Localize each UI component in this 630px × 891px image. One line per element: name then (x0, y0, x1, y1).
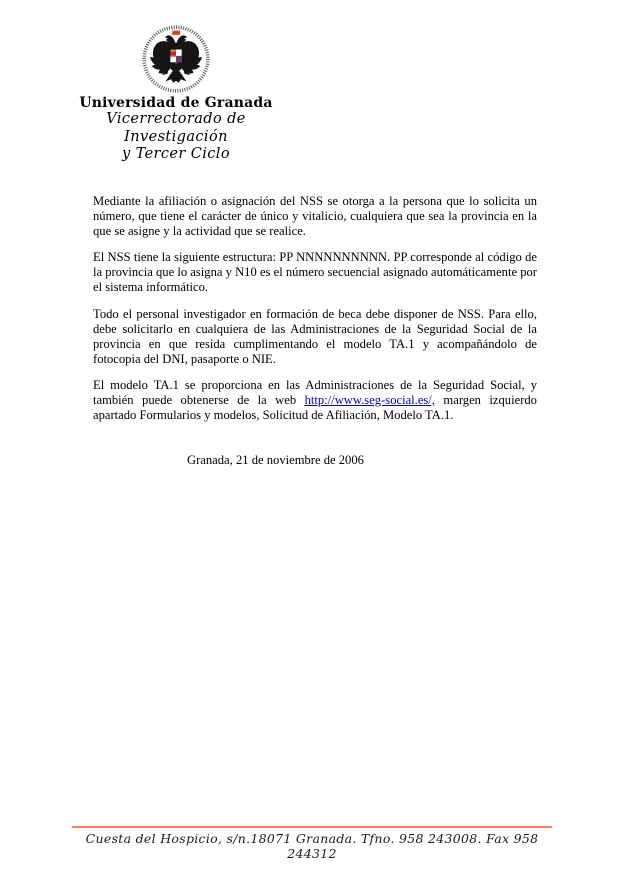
footer-address: Cuesta del Hospicio, s/n.18071 Granada. Tfno. 958 243008. Fax 958 244312 (85, 831, 539, 861)
letterhead (56, 24, 296, 164)
coat-of-arms-icon (141, 24, 211, 94)
university-name: Universidad de Granada (79, 95, 273, 111)
body-paragraph-2: El NSS tiene la siguiente estructura: PP NNNNNNNNNN. PP corresponde al código de la provincia que lo asigna y N10 es el número secuencial asignado automáticamente por el sistema informático. (93, 250, 537, 295)
date-line: Granada, 21 de noviembre de 2006 (187, 453, 364, 468)
paragraph4-after-link: margen izquierdo apartado Formularios y modelos, Solicitud de Afiliación, Modelo TA.1. (93, 393, 537, 423)
footer-divider (72, 826, 552, 828)
department-name-line2: y Tercer Ciclo (122, 146, 230, 162)
department-name-line1: Vicerrectorado de Investigación (106, 111, 246, 145)
seg-social-link[interactable]: http://www.seg-social.es/, (304, 393, 435, 408)
shield (170, 49, 182, 64)
body-paragraph-4 (93, 378, 537, 423)
body-paragraph-1: Mediante la afiliación o asignación del NSS se otorga a la persona que lo solicita un número, que tiene el carácter de único y vitalicio, cualquiera que sea la provincia en la que se asigne y la actividad que se realice. (93, 194, 537, 239)
paragraph4-before-link: El modelo TA.1 se proporciona en las Administraciones de la Seguridad Social, y también puede obtenerse de la web (93, 377, 537, 408)
body-paragraph-3: Todo el personal investigador en formación de beca debe disponer de NSS. Para ello, debe solicitarlo en cualquiera de las Administraciones de la Seguridad Social de la provincia en que resida cumplimentando el modelo TA.1 y acompañándolo de fotocopia del DNI, pasaporte o NIE. (93, 306, 537, 366)
letter-body (93, 194, 537, 468)
